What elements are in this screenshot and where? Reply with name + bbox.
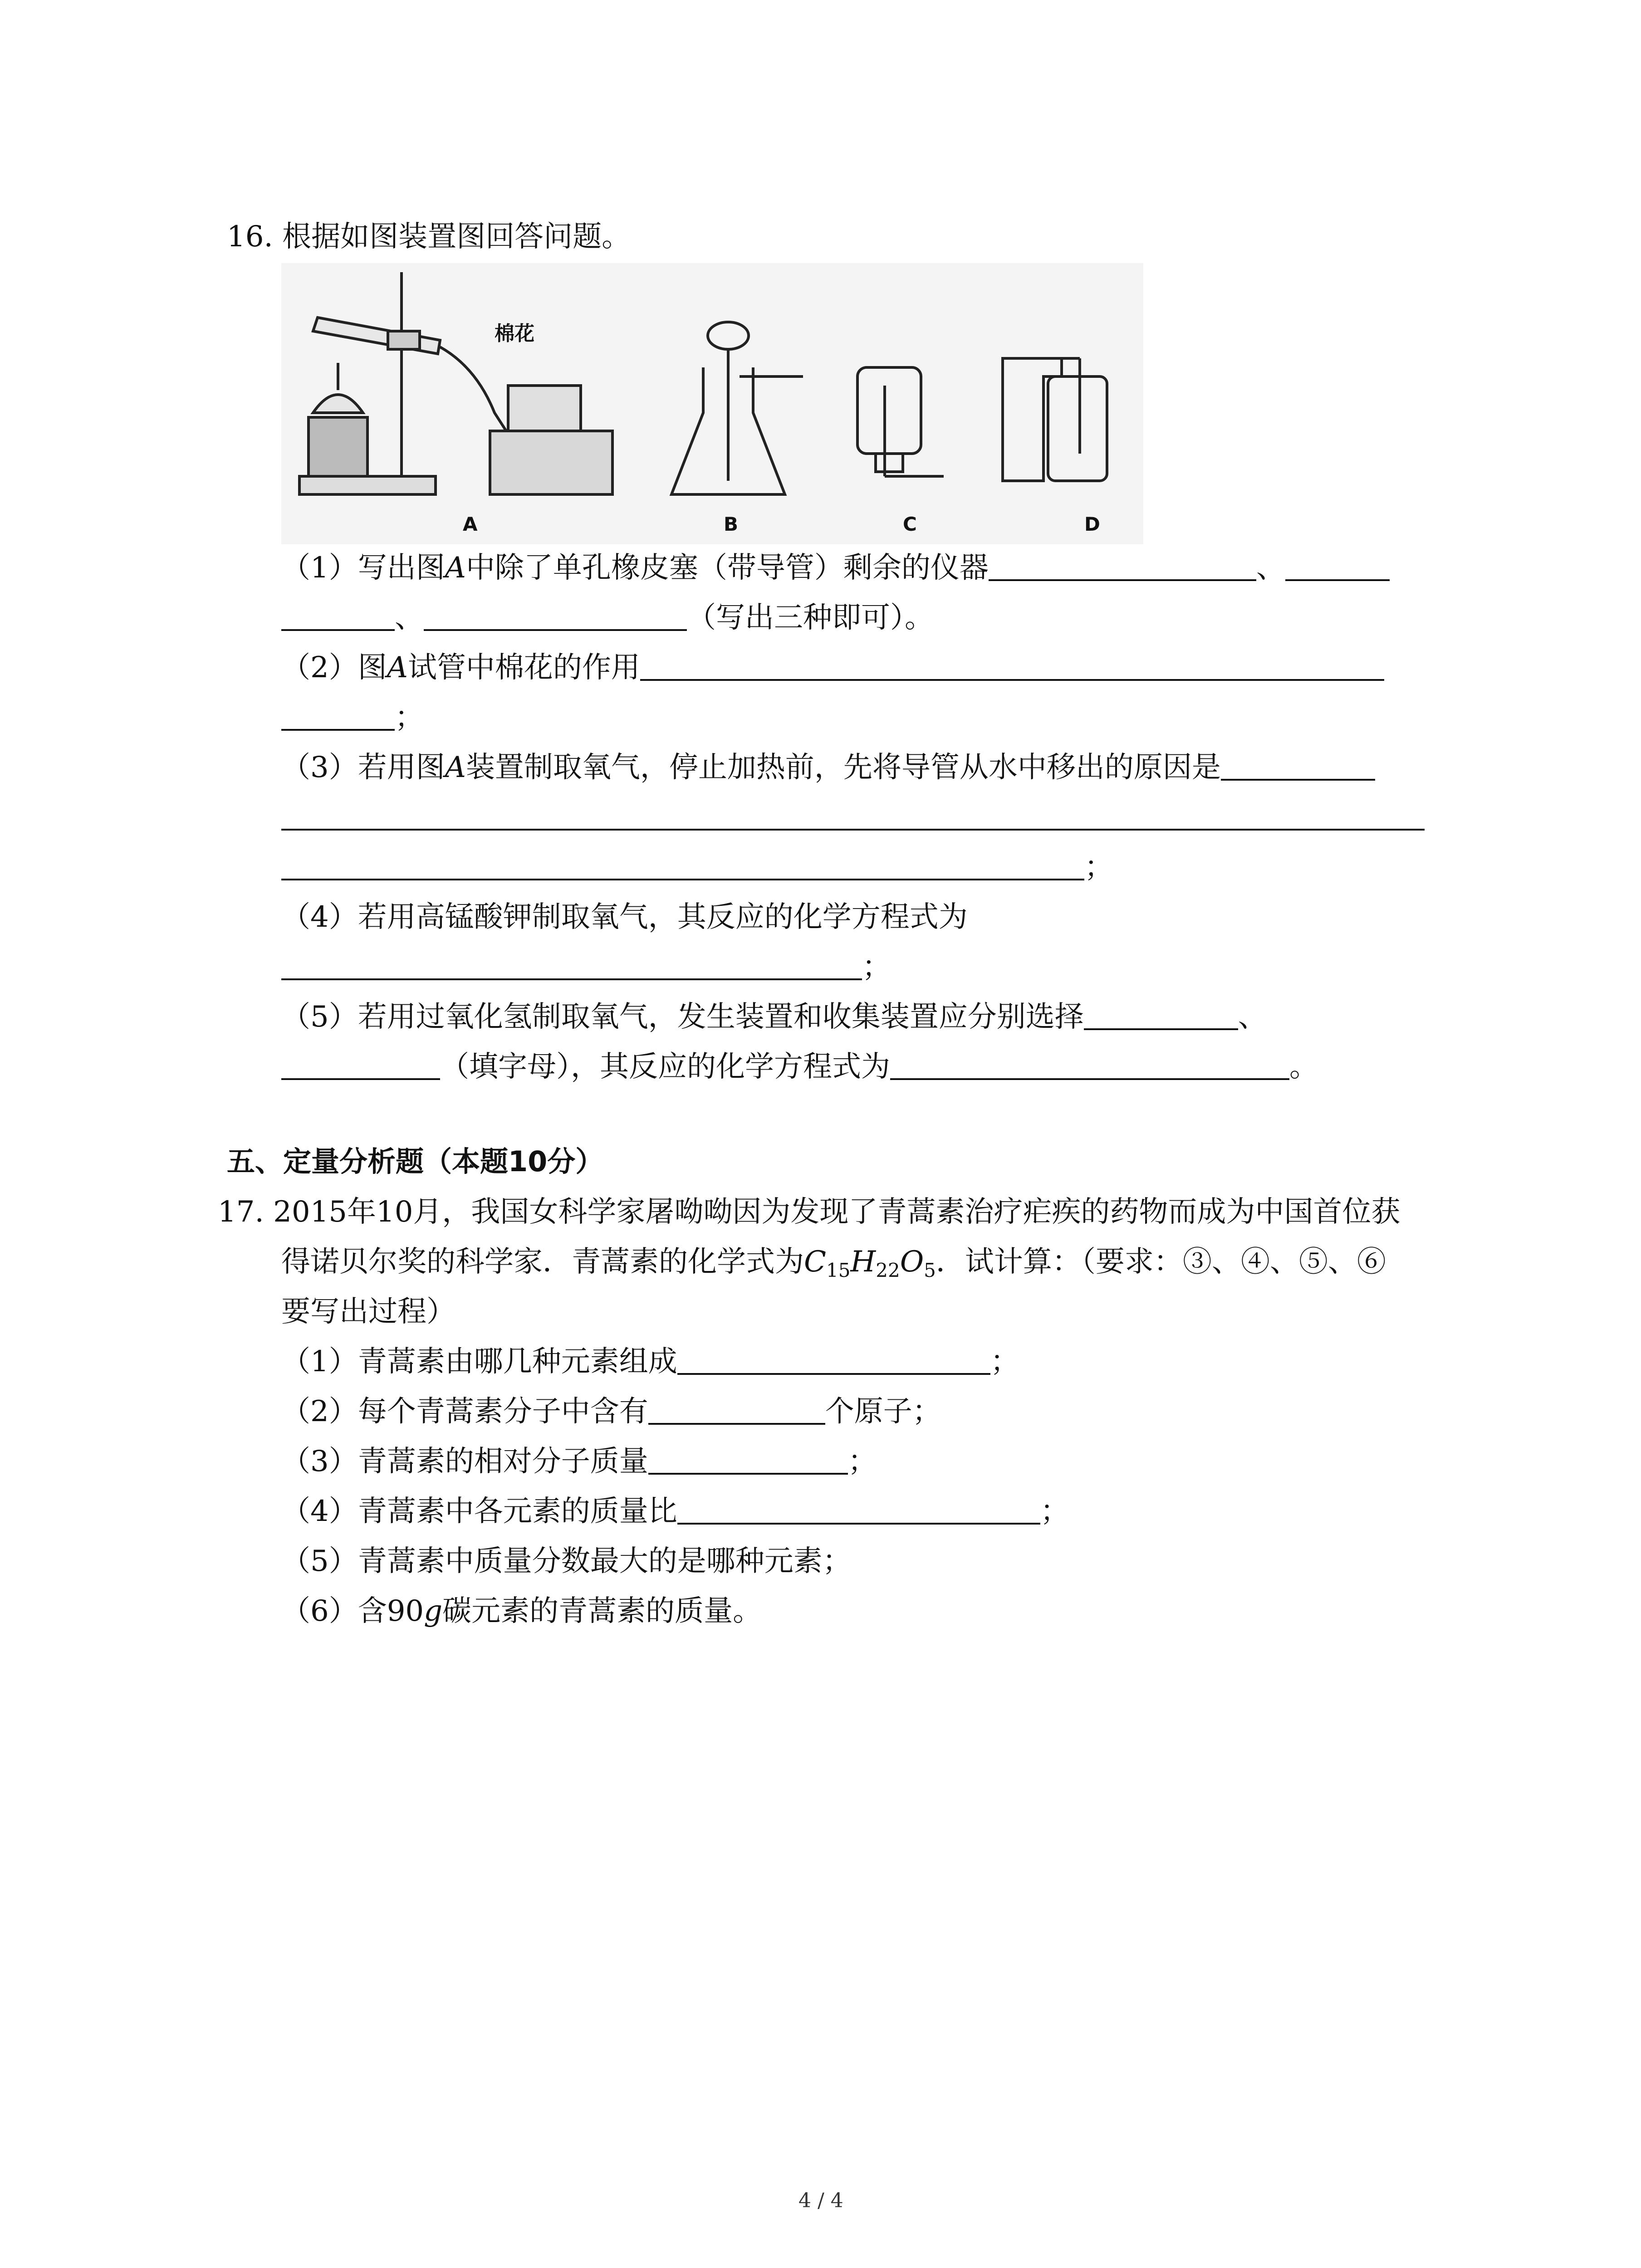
figure-label-c: C: [903, 513, 917, 535]
q17-stem-line1: 17. 2015年10月，我国女科学家屠呦呦因为发现了青蒿素治疗疟疾的药物而成为中国首位获: [218, 1195, 1401, 1229]
q16-part1-line1: （1）写出图A中除了单孔橡皮塞（带导管）剩余的仪器 、: [281, 553, 1390, 582]
figure-label-b: B: [724, 513, 739, 535]
answer-blank[interactable]: [281, 1054, 440, 1080]
apparatus-figure: [281, 263, 1143, 544]
q16-part2-line2: ；: [281, 703, 424, 732]
q17-stem-line2: 得诺贝尔奖的科学家．青蒿素的化学式为$C_{15}H_{22}O_5$．试计算：（要求：③、④、⑤、⑥: [281, 1245, 1386, 1281]
answer-blank[interactable]: [640, 655, 1384, 681]
q16-part5-line2: （填字母），其反应的化学方程式为 。: [281, 1052, 1318, 1081]
q16-stem: 16. 根据如图装置图回答问题。: [227, 220, 631, 254]
answer-blank[interactable]: [1221, 754, 1375, 781]
q17-sub6: （6）含90g碳元素的青蒿素的质量。: [281, 1594, 762, 1628]
chemical-formula: $C_{15}H_{22}O_5$: [804, 1245, 936, 1281]
answer-blank[interactable]: [1084, 1004, 1238, 1030]
figure-label-a: A: [463, 513, 478, 535]
q16-part4-line2: ；: [281, 953, 891, 982]
q16-part3-line3: ；: [281, 853, 1113, 882]
q16-part5-line1: （5）若用过氧化氢制取氧气，发生装置和收集装置应分别选择 、: [281, 1000, 1267, 1034]
q17-sub4: （4）青蒿素中各元素的质量比 ；: [281, 1495, 1069, 1528]
section-heading: 五、定量分析题（本题10分）: [227, 1145, 604, 1178]
answer-blank[interactable]: [281, 704, 395, 731]
answer-blank[interactable]: [648, 1398, 825, 1425]
q17-sub3: （3）青蒿素的相对分子质量 ；: [281, 1445, 877, 1478]
cotton-label: 棉花: [495, 322, 534, 345]
answer-blank[interactable]: [281, 954, 862, 980]
answer-blank[interactable]: [677, 1498, 1040, 1525]
answer-blank[interactable]: [281, 605, 395, 631]
figure-label-d: D: [1084, 513, 1100, 535]
q16-part2-line1: （2）图A试管中棉花的作用: [281, 653, 1384, 682]
answer-blank[interactable]: [1285, 555, 1390, 581]
q16-part4-line1: （4）若用高锰酸钾制取氧气，其反应的化学方程式为: [281, 900, 968, 934]
answer-blank[interactable]: [677, 1349, 990, 1375]
answer-blank[interactable]: [648, 1448, 848, 1475]
q16-part1-line2: 、 （写出三种即可）。: [281, 603, 934, 632]
page-number: 4 / 4: [798, 2189, 843, 2212]
answer-blank[interactable]: [424, 605, 687, 631]
answer-blank[interactable]: [281, 854, 1084, 880]
answer-blank[interactable]: [281, 804, 1425, 831]
q17-stem-line3: 要写出过程）: [281, 1295, 456, 1329]
answer-blank[interactable]: [890, 1054, 1289, 1080]
q17-sub5: （5）青蒿素中质量分数最大的是哪种元素；: [281, 1545, 852, 1578]
q16-part3-line2: [281, 803, 1425, 832]
answer-blank[interactable]: [989, 555, 1256, 581]
q16-part3-line1: （3）若用图A装置制取氧气，停止加热前，先将导管从水中移出的原因是: [281, 753, 1375, 782]
q17-sub1: （1）青蒿素由哪几种元素组成 ；: [281, 1345, 1019, 1378]
q17-sub2: （2）每个青蒿素分子中含有 个原子；: [281, 1395, 941, 1428]
